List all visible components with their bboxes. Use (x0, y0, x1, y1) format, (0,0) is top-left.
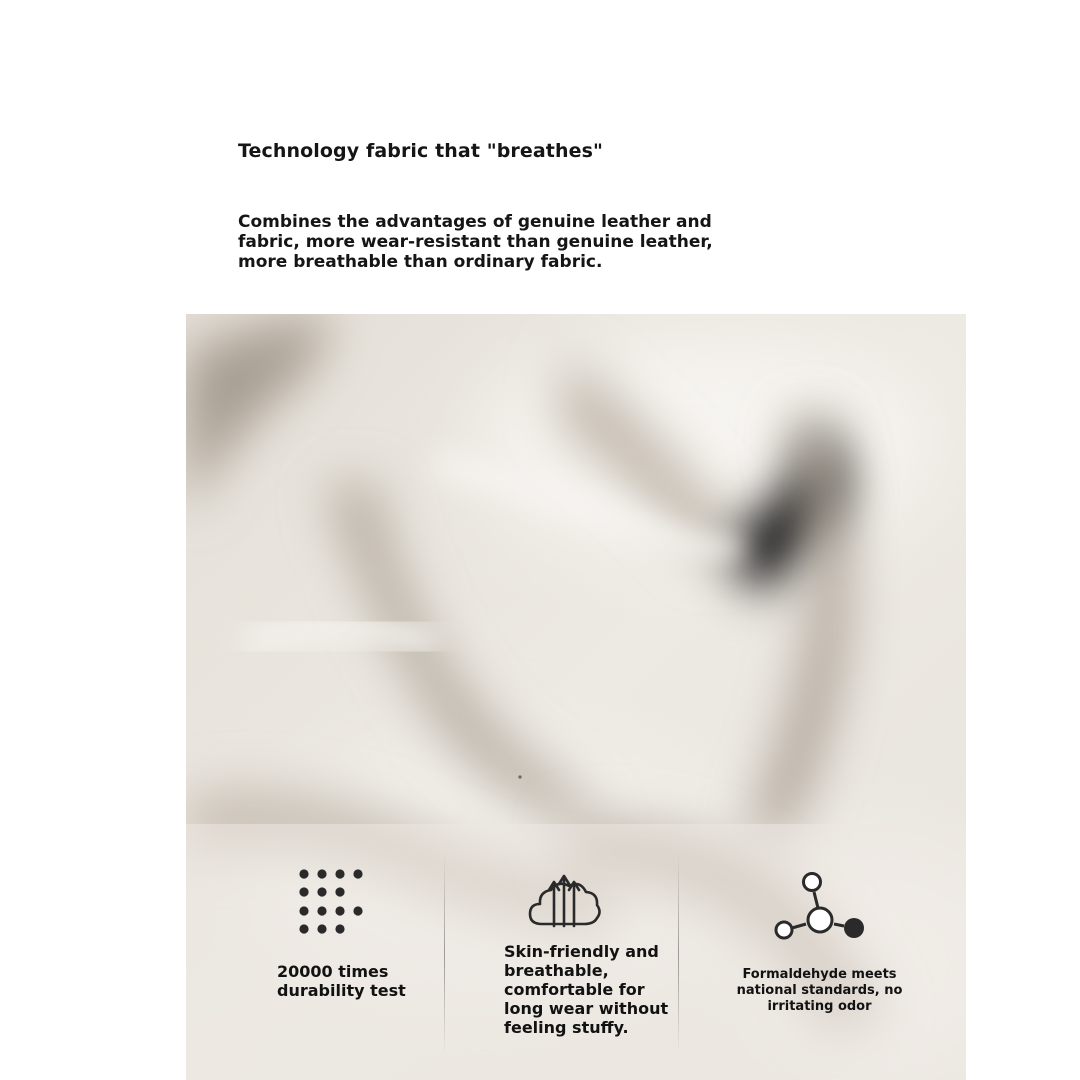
feature-formaldehyde-text: Formaldehyde meets national standards, no irritating odor (736, 967, 903, 1014)
feature-strip (186, 824, 966, 1080)
feature-divider (678, 854, 679, 1054)
feature-durability-text: 20000 times durability test (277, 962, 406, 1000)
feature-divider (444, 854, 445, 1054)
feature-breathable-text: Skin-friendly and breathable, comfortable for long wear without feeling stuffy. (504, 942, 669, 1037)
molecule-icon (772, 868, 868, 944)
breathable-cloud-icon (524, 862, 604, 942)
page-title: Technology fabric that "breathes" (238, 140, 604, 162)
page-subtitle: Combines the advantages of genuine leather and fabric, more wear-resistant than genuine leather, more breathable than ordinary fabric. (238, 212, 713, 272)
dot-grid-icon (296, 866, 368, 938)
fabric-photo (186, 314, 966, 1080)
